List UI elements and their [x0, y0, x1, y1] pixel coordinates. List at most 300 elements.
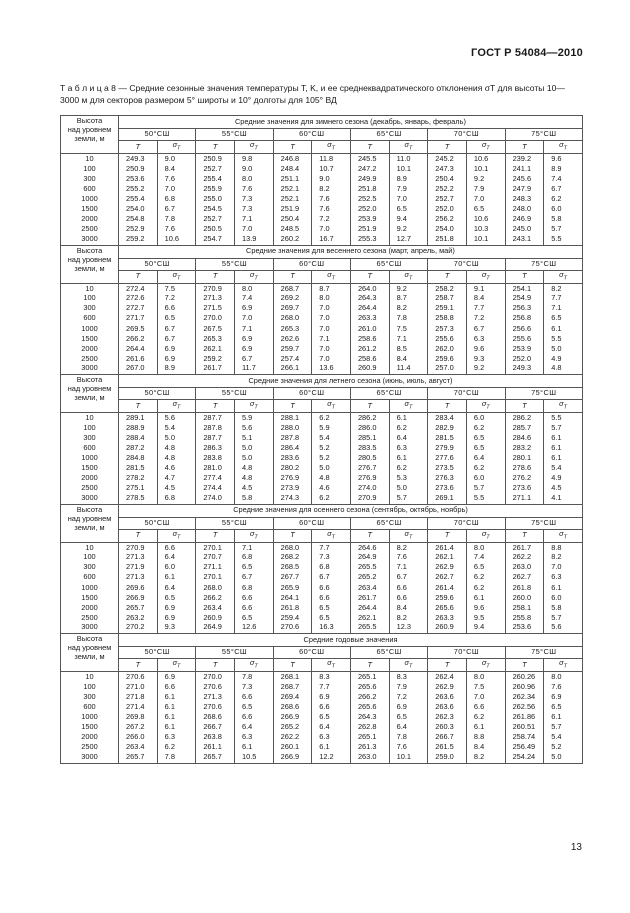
- table-row: [61, 164, 583, 174]
- temperature-cell: 267.7: [273, 573, 312, 583]
- table-row: [61, 433, 583, 443]
- sigma-cell: 6.5: [312, 603, 351, 613]
- temperature-cell: 283.8: [196, 453, 235, 463]
- sigma-cell: 5.7: [544, 423, 583, 433]
- sigma-cell: 7.8: [234, 672, 273, 682]
- temperature-cell: 262.1: [428, 553, 467, 563]
- temperature-cell: 261.2: [350, 344, 389, 354]
- sigma-cell: 4.8: [234, 463, 273, 473]
- temperature-cell: 271.3: [119, 573, 158, 583]
- sigma-cell: 4.5: [157, 484, 196, 494]
- table-row: [61, 413, 583, 423]
- temperature-cell: 287.7: [196, 433, 235, 443]
- temperature-cell: 252.2: [428, 184, 467, 194]
- sigma-cell: 7.2: [389, 692, 428, 702]
- temperature-cell: 254.9: [505, 294, 544, 304]
- table-row: [61, 553, 583, 563]
- sigma-header: $\sigma_T$: [389, 270, 428, 283]
- table-row: [61, 283, 583, 293]
- sigma-header: $\sigma_T$: [157, 659, 196, 672]
- sigma-header: $\sigma_T$: [312, 141, 351, 154]
- temperature-header: T: [273, 659, 312, 672]
- sigma-header: $\sigma_T$: [234, 270, 273, 283]
- altitude-header-line: земли, м: [74, 393, 105, 403]
- sigma-cell: 13.6: [312, 364, 351, 374]
- temperature-cell: 271.4: [119, 702, 158, 712]
- sigma-cell: 7.6: [389, 553, 428, 563]
- altitude-header-line: земли, м: [74, 263, 105, 273]
- temperature-cell: 262.7: [505, 573, 544, 583]
- temperature-cell: 269.2: [273, 294, 312, 304]
- altitude-cell: 1500: [61, 593, 119, 603]
- sigma-cell: 6.1: [544, 433, 583, 443]
- latitude-header: 60°СШ: [273, 129, 350, 141]
- table-row: [61, 453, 583, 463]
- sigma-cell: 7.6: [234, 184, 273, 194]
- temperature-cell: 262.7: [428, 573, 467, 583]
- sigma-cell: 7.4: [544, 174, 583, 184]
- temperature-cell: 260.2: [273, 235, 312, 245]
- temperature-cell: 268.2: [273, 553, 312, 563]
- sigma-cell: 7.0: [312, 304, 351, 314]
- altitude-cell: 600: [61, 573, 119, 583]
- table-row: [61, 712, 583, 722]
- temperature-cell: 274.0: [350, 484, 389, 494]
- sigma-cell: 6.9: [157, 603, 196, 613]
- sigma-cell: 9.2: [466, 174, 505, 184]
- sigma-cell: 10.7: [312, 164, 351, 174]
- sigma-cell: 8.4: [389, 354, 428, 364]
- sigma-cell: 9.2: [466, 364, 505, 374]
- temperature-header: T: [350, 400, 389, 413]
- sigma-cell: 7.1: [544, 304, 583, 314]
- temperature-cell: 268.0: [196, 583, 235, 593]
- temperature-header: T: [196, 270, 235, 283]
- temperature-cell: 252.7: [428, 194, 467, 204]
- altitude-cell: 1500: [61, 204, 119, 214]
- sigma-cell: 6.9: [157, 613, 196, 623]
- sigma-cell: 6.4: [157, 553, 196, 563]
- temperature-cell: 274.3: [273, 494, 312, 504]
- temperature-cell: 265.9: [273, 583, 312, 593]
- temperature-cell: 264.9: [196, 623, 235, 633]
- temperature-cell: 280.1: [505, 453, 544, 463]
- temperature-cell: 260.9: [350, 364, 389, 374]
- altitude-cell: 2500: [61, 225, 119, 235]
- temperature-cell: 259.4: [273, 613, 312, 623]
- sigma-cell: 7.0: [544, 563, 583, 573]
- latitude-header: 75°СШ: [505, 388, 582, 400]
- temperature-header: T: [505, 529, 544, 542]
- sigma-cell: 6.7: [312, 573, 351, 583]
- altitude-cell: 3000: [61, 235, 119, 245]
- temperature-cell: 270.6: [273, 623, 312, 633]
- temperature-cell: 256.6: [505, 324, 544, 334]
- sigma-header: $\sigma_T$: [466, 141, 505, 154]
- temperature-cell: 254.7: [196, 235, 235, 245]
- temperature-cell: 262.4: [428, 672, 467, 682]
- temperature-cell: 258.8: [428, 314, 467, 324]
- sigma-cell: 5.4: [544, 463, 583, 473]
- sigma-cell: 6.3: [157, 733, 196, 743]
- sigma-cell: 5.5: [466, 494, 505, 504]
- temperature-cell: 261.8: [505, 583, 544, 593]
- temperature-cell: 257.3: [428, 324, 467, 334]
- sigma-cell: 5.7: [544, 723, 583, 733]
- sigma-cell: 4.5: [234, 484, 273, 494]
- temperature-header: T: [505, 400, 544, 413]
- sigma-cell: 7.0: [312, 344, 351, 354]
- temperature-cell: 264.3: [350, 712, 389, 722]
- temperature-cell: 255.2: [119, 184, 158, 194]
- temperature-cell: 250.9: [119, 164, 158, 174]
- sigma-cell: 6.1: [157, 702, 196, 712]
- sigma-cell: 6.7: [234, 573, 273, 583]
- temperature-cell: 287.8: [196, 423, 235, 433]
- sigma-cell: 9.6: [466, 603, 505, 613]
- altitude-header-line: над уровнем: [67, 643, 112, 653]
- altitude-header: [61, 375, 119, 413]
- sigma-cell: 6.6: [312, 593, 351, 603]
- temperature-cell: 286.2: [505, 413, 544, 423]
- sigma-cell: 5.7: [466, 484, 505, 494]
- temperature-cell: 259.7: [273, 344, 312, 354]
- temperature-cell: 282.9: [428, 423, 467, 433]
- season-block: [60, 504, 583, 635]
- temperature-cell: 268.0: [273, 314, 312, 324]
- temperature-cell: 245.5: [350, 154, 389, 164]
- temperature-header: T: [505, 270, 544, 283]
- sigma-cell: 6.9: [312, 692, 351, 702]
- sigma-cell: 11.8: [312, 154, 351, 164]
- sigma-cell: 7.3: [234, 194, 273, 204]
- altitude-cell: 2500: [61, 354, 119, 364]
- sigma-cell: 6.5: [389, 204, 428, 214]
- altitude-cell: 2500: [61, 613, 119, 623]
- temperature-cell: 252.5: [350, 194, 389, 204]
- temperature-cell: 239.2: [505, 154, 544, 164]
- table-row: [61, 194, 583, 204]
- temperature-cell: 271.3: [196, 294, 235, 304]
- sigma-cell: 9.0: [157, 154, 196, 164]
- latitude-header: 55°СШ: [196, 258, 273, 270]
- sigma-cell: 8.4: [389, 603, 428, 613]
- temperature-cell: 261.8: [273, 603, 312, 613]
- sigma-cell: 8.0: [466, 542, 505, 552]
- sigma-cell: 8.5: [389, 344, 428, 354]
- temperature-cell: 253.6: [119, 174, 158, 184]
- temperature-cell: 286.0: [350, 423, 389, 433]
- temperature-cell: 252.9: [119, 225, 158, 235]
- temperature-cell: 270.6: [196, 682, 235, 692]
- page-number: 13: [570, 842, 582, 853]
- latitude-header: 65°СШ: [350, 647, 427, 659]
- temperature-cell: 254.0: [119, 204, 158, 214]
- temperature-cell: 262.2: [273, 733, 312, 743]
- temperature-cell: 266.2: [196, 593, 235, 603]
- sigma-cell: 6.1: [157, 723, 196, 733]
- temperature-cell: 265.6: [350, 682, 389, 692]
- temperature-cell: 270.6: [196, 702, 235, 712]
- table-row: [61, 364, 583, 374]
- sigma-cell: 6.2: [312, 413, 351, 423]
- sigma-cell: 9.2: [389, 283, 428, 293]
- sigma-header: $\sigma_T$: [466, 400, 505, 413]
- latitude-header: 65°СШ: [350, 129, 427, 141]
- sigma-cell: 6.7: [157, 324, 196, 334]
- sigma-cell: 8.7: [389, 294, 428, 304]
- altitude-cell: 100: [61, 423, 119, 433]
- sigma-cell: 5.4: [157, 423, 196, 433]
- sigma-cell: 6.3: [234, 733, 273, 743]
- altitude-header-line: земли, м: [74, 134, 105, 143]
- temperature-cell: 268.7: [273, 283, 312, 293]
- temperature-cell: 248.0: [505, 204, 544, 214]
- altitude-cell: 1500: [61, 334, 119, 344]
- sigma-cell: 5.0: [234, 443, 273, 453]
- document-id: ГОСТ Р 54084—2010: [471, 47, 583, 59]
- temperature-cell: 265.5: [350, 563, 389, 573]
- sigma-cell: 7.2: [466, 314, 505, 324]
- latitude-header: 75°СШ: [505, 517, 582, 529]
- sigma-cell: 9.6: [544, 154, 583, 164]
- altitude-cell: 300: [61, 433, 119, 443]
- sigma-cell: 7.8: [157, 753, 196, 763]
- temperature-header: T: [273, 529, 312, 542]
- temperature-cell: 281.5: [119, 463, 158, 473]
- temperature-cell: 271.5: [196, 304, 235, 314]
- sigma-cell: 4.8: [312, 474, 351, 484]
- temperature-cell: 252.0: [505, 354, 544, 364]
- temperature-cell: 288.0: [273, 423, 312, 433]
- sigma-cell: 8.9: [157, 364, 196, 374]
- latitude-header: 60°СШ: [273, 517, 350, 529]
- table-caption: Т а б л и ц а 8 — Средние сезонные значения температуры T, K, и ее среднеквадратического отклонения σT для высоты 10—3000 м для секторов размером 5° широты и 10° долготы для 105° ВД: [60, 83, 565, 105]
- sigma-cell: 7.0: [466, 194, 505, 204]
- latitude-header: 75°СШ: [505, 129, 582, 141]
- temperature-cell: 286.2: [350, 413, 389, 423]
- temperature-cell: 265.7: [119, 753, 158, 763]
- temperature-cell: 271.8: [119, 692, 158, 702]
- sigma-cell: 6.1: [157, 692, 196, 702]
- table-row: [61, 672, 583, 682]
- sigma-cell: 6.0: [544, 204, 583, 214]
- latitude-header: 70°СШ: [428, 517, 505, 529]
- table-row: [61, 593, 583, 603]
- temperature-cell: 260.26: [505, 672, 544, 682]
- sigma-header: $\sigma_T$: [312, 270, 351, 283]
- sigma-cell: 6.1: [466, 723, 505, 733]
- sigma-header: $\sigma_T$: [466, 529, 505, 542]
- temperature-cell: 284.6: [505, 433, 544, 443]
- temperature-cell: 249.9: [350, 174, 389, 184]
- sigma-cell: 7.0: [234, 225, 273, 235]
- sigma-cell: 7.0: [312, 354, 351, 364]
- temperature-cell: 279.9: [428, 443, 467, 453]
- temperature-cell: 278.2: [119, 474, 158, 484]
- temperature-cell: 247.9: [505, 184, 544, 194]
- sigma-cell: 6.7: [544, 184, 583, 194]
- sigma-cell: 5.5: [544, 413, 583, 423]
- sigma-cell: 9.0: [312, 174, 351, 184]
- sigma-header: $\sigma_T$: [234, 529, 273, 542]
- sigma-cell: 6.2: [466, 573, 505, 583]
- temperature-cell: 262.56: [505, 702, 544, 712]
- table-row: [61, 344, 583, 354]
- altitude-cell: 1000: [61, 194, 119, 204]
- temperature-cell: 287.7: [196, 413, 235, 423]
- temperature-cell: 271.9: [119, 563, 158, 573]
- sigma-cell: 6.0: [157, 563, 196, 573]
- sigma-cell: 4.6: [157, 463, 196, 473]
- altitude-header-line: земли, м: [74, 522, 105, 532]
- temperature-cell: 263.3: [428, 613, 467, 623]
- latitude-header: 65°СШ: [350, 517, 427, 529]
- temperature-cell: 262.1: [196, 344, 235, 354]
- sigma-cell: 6.2: [544, 194, 583, 204]
- temperature-cell: 270.0: [196, 672, 235, 682]
- temperature-cell: 269.7: [273, 304, 312, 314]
- altitude-cell: 600: [61, 184, 119, 194]
- sigma-cell: 7.0: [312, 225, 351, 235]
- sigma-cell: 7.5: [389, 324, 428, 334]
- sigma-cell: 9.3: [157, 623, 196, 633]
- sigma-cell: 4.7: [157, 474, 196, 484]
- temperature-cell: 262.34: [505, 692, 544, 702]
- temperature-cell: 262.3: [428, 712, 467, 722]
- sigma-cell: 4.9: [544, 474, 583, 484]
- sigma-cell: 10.1: [466, 164, 505, 174]
- temperature-cell: 255.8: [505, 613, 544, 623]
- altitude-cell: 10: [61, 154, 119, 164]
- sigma-cell: 6.9: [234, 334, 273, 344]
- sigma-cell: 8.4: [466, 743, 505, 753]
- temperature-cell: 269.4: [273, 692, 312, 702]
- sigma-cell: 6.5: [234, 702, 273, 712]
- altitude-header-line: Высота: [76, 375, 103, 385]
- latitude-header: 65°СШ: [350, 388, 427, 400]
- temperature-cell: 265.3: [273, 324, 312, 334]
- temperature-cell: 254.0: [428, 225, 467, 235]
- sigma-cell: 7.9: [389, 682, 428, 692]
- temperature-cell: 255.4: [196, 174, 235, 184]
- sigma-cell: 6.6: [234, 692, 273, 702]
- sigma-cell: 4.8: [234, 474, 273, 484]
- table-row: [61, 423, 583, 433]
- temperature-cell: 278.6: [505, 463, 544, 473]
- altitude-header-line: Высота: [76, 245, 103, 255]
- temperature-cell: 266.9: [273, 753, 312, 763]
- sigma-cell: 5.9: [312, 423, 351, 433]
- altitude-cell: 2000: [61, 344, 119, 354]
- sigma-cell: 6.1: [234, 743, 273, 753]
- temperature-cell: 258.1: [505, 603, 544, 613]
- temperature-cell: 262.8: [350, 723, 389, 733]
- temperature-cell: 263.3: [350, 314, 389, 324]
- sigma-cell: 6.1: [157, 573, 196, 583]
- sigma-cell: 5.4: [544, 733, 583, 743]
- temperature-cell: 251.8: [428, 235, 467, 245]
- sigma-cell: 7.1: [234, 324, 273, 334]
- table-row: [61, 324, 583, 334]
- temperature-cell: 264.4: [350, 603, 389, 613]
- altitude-cell: 100: [61, 682, 119, 692]
- temperature-cell: 255.6: [505, 334, 544, 344]
- sigma-cell: 6.9: [234, 344, 273, 354]
- sigma-cell: 6.6: [157, 304, 196, 314]
- altitude-cell: 10: [61, 542, 119, 552]
- sigma-cell: 8.4: [466, 294, 505, 304]
- sigma-cell: 7.6: [157, 174, 196, 184]
- temperature-cell: 248.3: [505, 194, 544, 204]
- temperature-cell: 247.3: [428, 164, 467, 174]
- sigma-cell: 8.8: [466, 733, 505, 743]
- temperature-cell: 261.6: [119, 354, 158, 364]
- temperature-cell: 257.0: [428, 364, 467, 374]
- table-row: [61, 603, 583, 613]
- sigma-cell: 7.1: [389, 334, 428, 344]
- sigma-cell: 6.1: [466, 593, 505, 603]
- temperature-cell: 286.4: [273, 443, 312, 453]
- sigma-cell: 7.2: [157, 294, 196, 304]
- table-row: [61, 154, 583, 164]
- table-row: [61, 623, 583, 633]
- temperature-cell: 253.6: [505, 623, 544, 633]
- temperature-cell: 266.1: [273, 364, 312, 374]
- temperature-cell: 266.9: [273, 712, 312, 722]
- sigma-cell: 5.8: [234, 494, 273, 504]
- temperature-cell: 263.0: [350, 753, 389, 763]
- sigma-cell: 6.9: [157, 344, 196, 354]
- temperature-cell: 263.4: [350, 583, 389, 593]
- sigma-cell: 4.8: [157, 453, 196, 463]
- table-row: [61, 583, 583, 593]
- sigma-cell: 10.1: [466, 235, 505, 245]
- temperature-cell: 270.7: [196, 553, 235, 563]
- sigma-cell: 9.0: [234, 164, 273, 174]
- altitude-header-line: над уровнем: [67, 254, 112, 264]
- temperature-cell: 271.3: [196, 692, 235, 702]
- temperature-cell: 283.5: [350, 443, 389, 453]
- sigma-cell: 8.9: [389, 174, 428, 184]
- temperature-cell: 268.5: [273, 563, 312, 573]
- temperature-cell: 272.7: [119, 304, 158, 314]
- table-row: [61, 463, 583, 473]
- altitude-cell: 1500: [61, 463, 119, 473]
- season-title: Средние значения для летнего сезона (июнь, июль, август): [119, 375, 583, 388]
- table-row: [61, 542, 583, 552]
- temperature-cell: 255.9: [196, 184, 235, 194]
- sigma-cell: 7.0: [312, 314, 351, 324]
- sigma-cell: 10.6: [466, 215, 505, 225]
- temperature-cell: 241.1: [505, 164, 544, 174]
- temperature-header: T: [428, 270, 467, 283]
- temperature-cell: 250.9: [196, 154, 235, 164]
- latitude-header: 70°СШ: [428, 388, 505, 400]
- sigma-cell: 6.4: [312, 723, 351, 733]
- altitude-cell: 300: [61, 304, 119, 314]
- temperature-cell: 254.8: [119, 215, 158, 225]
- sigma-cell: 6.8: [234, 583, 273, 593]
- sigma-cell: 6.6: [234, 593, 273, 603]
- temperature-cell: 259.2: [196, 354, 235, 364]
- sigma-cell: 11.0: [389, 154, 428, 164]
- season-title: Средние значения для осеннего сезона (сентябрь, октябрь, ноябрь): [119, 504, 583, 517]
- table-row: [61, 204, 583, 214]
- temperature-cell: 259.6: [428, 354, 467, 364]
- temperature-cell: 261.7: [196, 364, 235, 374]
- altitude-cell: 3000: [61, 494, 119, 504]
